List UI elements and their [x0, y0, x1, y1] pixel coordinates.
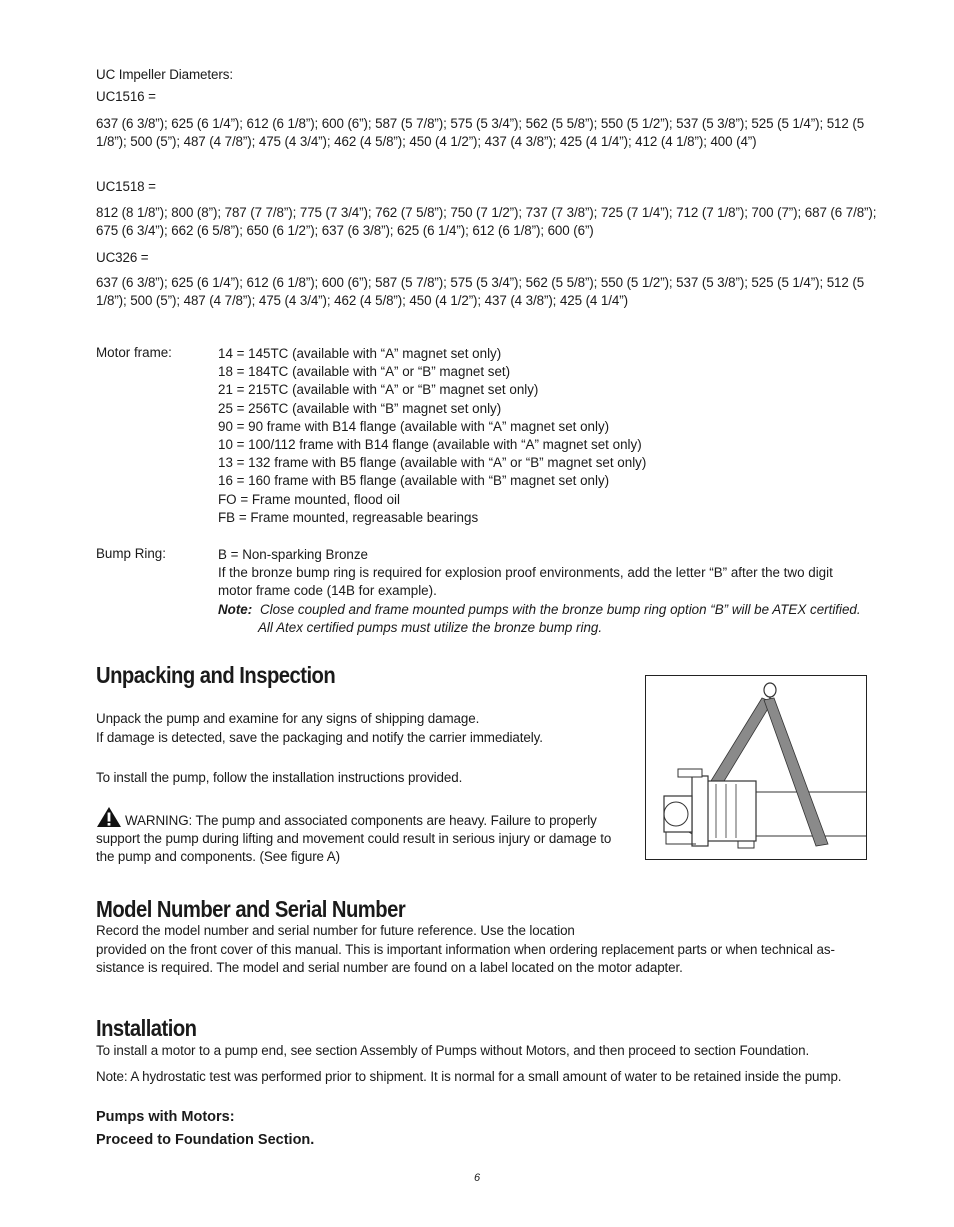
warning-line-2: support the pump during lifting and movement could result in serious injury or damage to: [96, 831, 612, 846]
model-serial-line: provided on the front cover of this manual. This is important information when ordering replacement parts or when technical as-: [96, 942, 835, 957]
motor-frame-item: 21 = 215TC (available with “A” or “B” magnet set only): [218, 382, 539, 398]
lifting-hook-icon: [764, 683, 776, 697]
pumps-with-motors-title: Pumps with Motors:: [96, 1109, 235, 1125]
bump-ring-line: B = Non-sparking Bronze: [218, 547, 368, 562]
pump-body: [706, 781, 756, 841]
warning-line-1: [96, 806, 636, 830]
motor-frame-item: 13 = 132 frame with B5 flange (available with “A” or “B” magnet set only): [218, 455, 647, 471]
warning-text: WARNING: The pump and associated components are heavy. Failure to properly: [125, 813, 597, 828]
bump-ring-line: If the bronze bump ring is required for explosion proof environments, add the letter “B” after the two digit: [218, 565, 833, 581]
unpacking-title: Unpacking and Inspection: [96, 662, 336, 688]
model-serial-line: Record the model number and serial number for future reference. Use the location: [96, 923, 575, 938]
motor-frame-item: FO = Frame mounted, flood oil: [218, 491, 400, 507]
bump-ring-line: motor frame code (14B for example).: [218, 583, 437, 599]
model-serial-title: Model Number and Serial Number: [96, 896, 406, 922]
motor-frame-item: 18 = 184TC (available with “A” or “B” magnet set): [218, 364, 511, 380]
motor-frame-item: 10 = 100/112 frame with B14 flange (available with “A” magnet set only): [218, 437, 642, 453]
unpacking-line: Unpack the pump and examine for any signs of shipping damage.: [96, 711, 480, 726]
unpacking-line: If damage is detected, save the packaging and notify the carrier immediately.: [96, 730, 543, 745]
uc1518-values: 812 (8 1/8”); 800 (8”); 787 (7 7/8”); 775 (7 3/4”); 762 (7 5/8”); 750 (7 1/2”); 737 (7 3/8”); 725 (7 1/4”); 712 (7 1/8”); 700 (7”); 687 (6 7/8”); 675 (6 3/4”); 662 (6 5/8”); 650 (6 1/2”); 637 (6 3/8”); 625 (6 1/4”); 612 (6 1/8”); 600 (6”): [96, 205, 877, 238]
right-sling: [764, 698, 828, 846]
figure-a-pump-lifting: [645, 675, 867, 860]
pump-lifting-illustration: [646, 676, 866, 859]
impeller-heading: UC Impeller Diameters:: [96, 67, 233, 82]
proceed-foundation-line: Proceed to Foundation Section.: [96, 1132, 315, 1148]
note-text-2: All Atex certified pumps must utilize the bronze bump ring.: [258, 619, 603, 635]
motor-frame-item: 16 = 160 frame with B5 flange (available with “B” magnet set only): [218, 473, 610, 489]
bump-ring-label: Bump Ring:: [96, 546, 166, 561]
installation-note: Note: A hydrostatic test was performed prior to shipment. It is normal for a small amount of water to be retained inside the pump.: [96, 1069, 842, 1084]
bump-ring-block: [218, 546, 861, 637]
warning-line-3: the pump and components. (See figure A): [96, 849, 340, 864]
note-text: Close coupled and frame mounted pumps with the bronze bump ring option “B” will be ATEX certified.: [259, 601, 861, 617]
motor-frame-label: Motor frame:: [96, 345, 172, 360]
motor-frame-list: [218, 345, 646, 527]
uc1518-label: UC1518 =: [96, 179, 156, 194]
install-instructions-line: To install the pump, follow the installation instructions provided.: [96, 770, 463, 785]
page-number: 6: [473, 1172, 481, 1184]
warning-block: [96, 806, 636, 866]
installation-line: To install a motor to a pump end, see section Assembly of Pumps without Motors, and then proceed to section Foundation.: [96, 1043, 810, 1058]
bump-ring-note: [218, 601, 861, 619]
uc326-label: UC326 =: [96, 250, 149, 265]
motor-frame-item: 90 = 90 frame with B14 flange (available with “A” magnet set only): [218, 418, 610, 434]
motor-frame-item: 14 = 145TC (available with “A” magnet set only): [218, 346, 502, 361]
note-label: Note:: [218, 601, 253, 617]
model-serial-line: sistance is required. The model and serial number are found on a label located on the motor adapter.: [96, 960, 683, 975]
motor-frame-item: FB = Frame mounted, regreasable bearings: [218, 509, 479, 525]
motor-frame-item: 25 = 256TC (available with “B” magnet set only): [218, 400, 502, 416]
uc1516-label: UC1516 =: [96, 89, 156, 104]
installation-title: Installation: [96, 1015, 197, 1041]
warning-triangle-icon: [96, 806, 122, 828]
uc326-values: 637 (6 3/8”); 625 (6 1/4”); 612 (6 1/8”); 600 (6”); 587 (5 7/8”); 575 (5 3/4”); 562 (5 5/8”); 550 (5 1/2”); 537 (5 3/8”); 525 (5 1/4”); 512 (5 1/8”); 500 (5”); 487 (4 7/8”); 475 (4 3/4”); 462 (4 5/8”); 450 (4 1/2”); 437 (4 3/8”); 425 (4 1/4”): [96, 275, 865, 308]
uc1516-values: 637 (6 3/8”); 625 (6 1/4”); 612 (6 1/8”); 600 (6”); 587 (5 7/8”); 575 (5 3/4”); 562 (5 5/8”); 550 (5 1/2”); 537 (5 3/8”); 525 (5 1/4”); 512 (5 1/8”); 500 (5”); 487 (4 7/8”); 475 (4 3/4”); 462 (4 5/8”); 450 (4 1/2”); 437 (4 3/8”); 425 (4 1/4”); 412 (4 1/8”); 400 (4”): [96, 116, 865, 149]
